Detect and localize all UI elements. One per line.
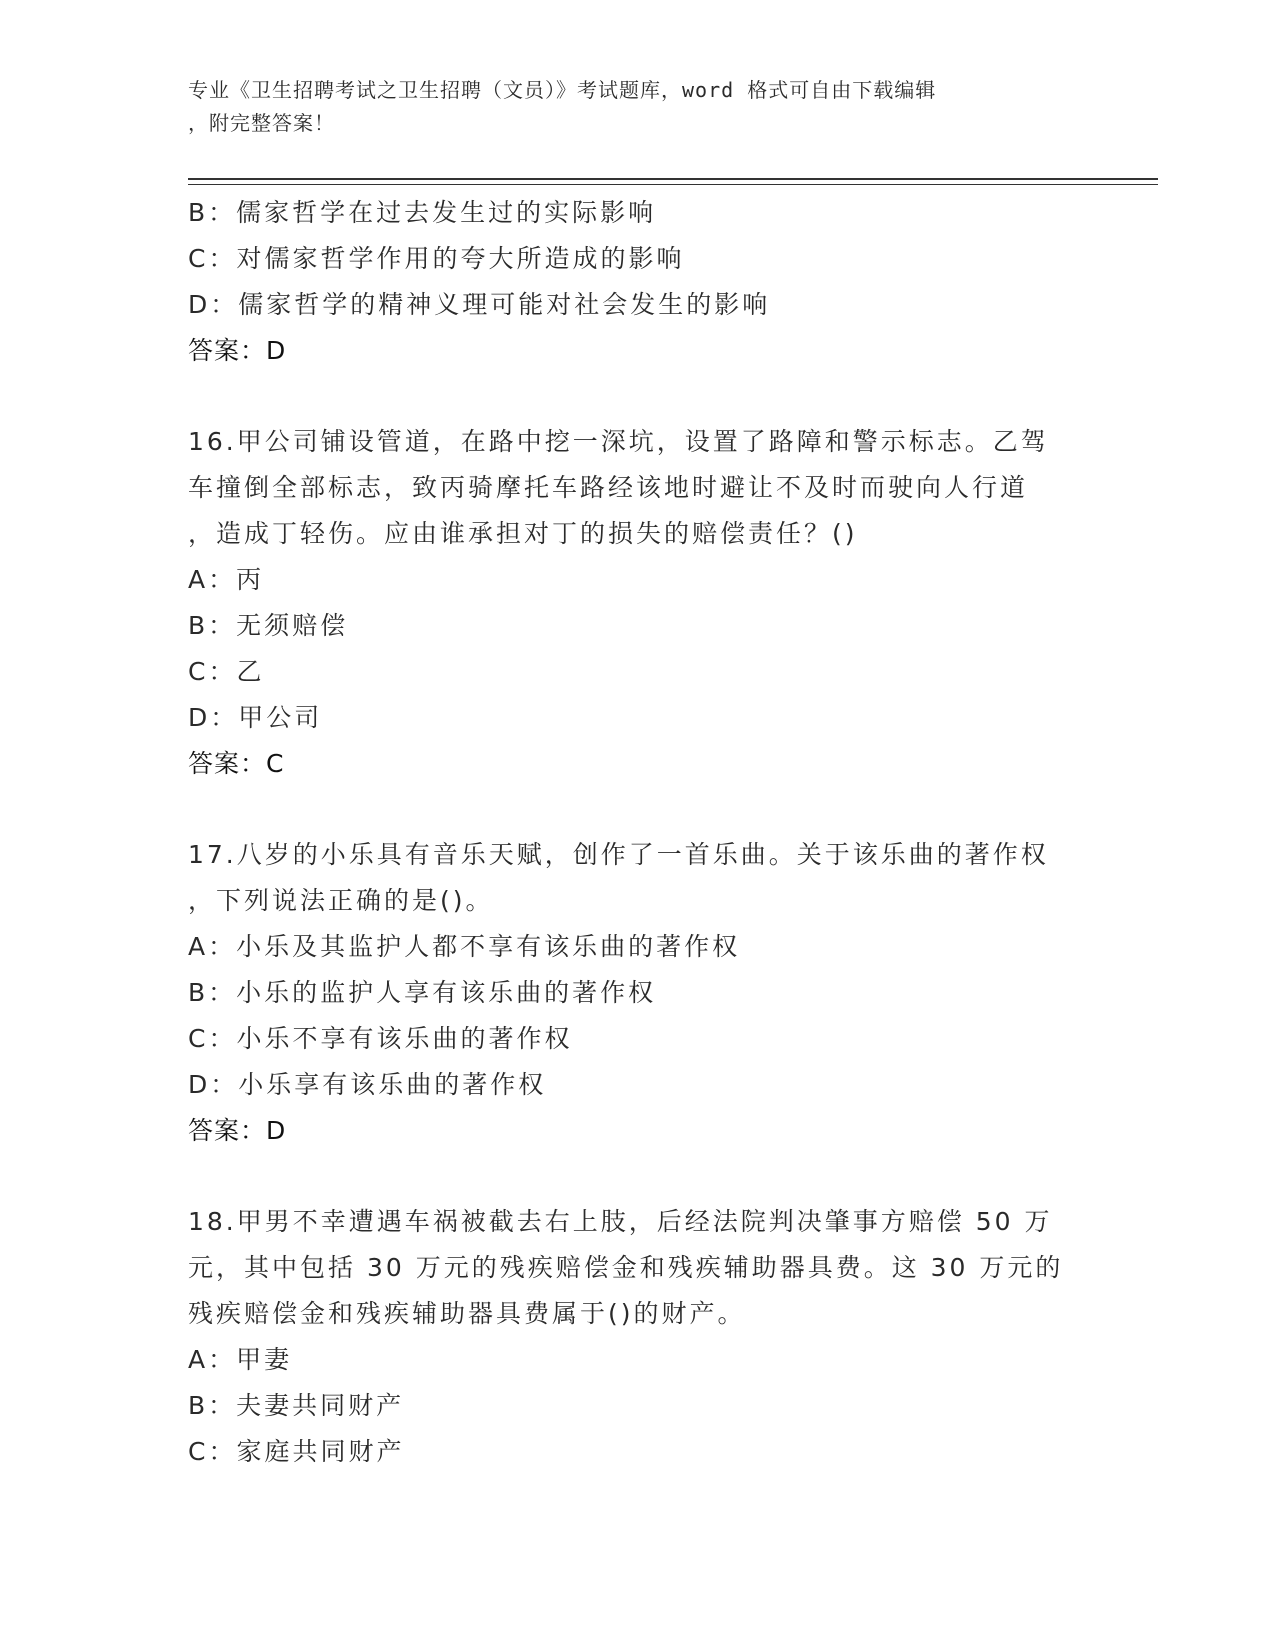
question-stem-line: ，造成丁轻伤。应由谁承担对丁的损失的赔偿责任？() — [188, 519, 858, 548]
question-stem-line: 元，其中包括 30 万元的残疾赔偿金和残疾辅助器具费。这 30 万元的 — [188, 1253, 1064, 1282]
option-a: A：甲妻 — [188, 1345, 293, 1374]
document-header — [188, 74, 1068, 140]
header-rule-thin — [188, 184, 1158, 185]
option-d: D：甲公司 — [188, 703, 323, 732]
option-b: B：无须赔偿 — [188, 611, 349, 640]
question-18-block — [188, 1199, 1088, 1475]
question-15-block — [188, 190, 1088, 374]
option-b: B：夫妻共同财产 — [188, 1391, 405, 1420]
option-b: B：小乐的监护人享有该乐曲的著作权 — [188, 978, 657, 1007]
question-list — [188, 190, 1088, 1475]
header-line-2: ，附完整答案！ — [188, 111, 335, 135]
option-a: A：小乐及其监护人都不享有该乐曲的著作权 — [188, 932, 741, 961]
option-b: B：儒家哲学在过去发生过的实际影响 — [188, 198, 657, 227]
option-c: C：乙 — [188, 657, 265, 686]
question-stem-line: ，下列说法正确的是()。 — [188, 886, 494, 915]
answer-line: 答案：C — [188, 749, 285, 778]
option-c: C：家庭共同财产 — [188, 1437, 405, 1466]
answer-line: 答案：D — [188, 1116, 287, 1145]
option-d: D：儒家哲学的精神义理可能对社会发生的影响 — [188, 290, 771, 319]
answer-line: 答案：D — [188, 336, 287, 365]
option-d: D：小乐享有该乐曲的著作权 — [188, 1070, 547, 1099]
option-a: A：丙 — [188, 565, 265, 594]
option-c: C：对儒家哲学作用的夸大所造成的影响 — [188, 244, 685, 273]
header-rule-thick — [188, 178, 1158, 180]
question-stem-line: 16.甲公司铺设管道，在路中挖一深坑，设置了路障和警示标志。乙驾 — [188, 427, 1049, 456]
header-line-1: 专业《卫生招聘考试之卫生招聘（文员）》考试题库，word 格式可自由下载编辑 — [188, 78, 937, 102]
question-16-block — [188, 419, 1088, 787]
question-stem-line: 17.八岁的小乐具有音乐天赋，创作了一首乐曲。关于该乐曲的著作权 — [188, 840, 1049, 869]
option-c: C：小乐不享有该乐曲的著作权 — [188, 1024, 573, 1053]
question-stem-line: 车撞倒全部标志，致丙骑摩托车路经该地时避让不及时而驶向人行道 — [188, 473, 1029, 502]
question-17-block — [188, 832, 1088, 1154]
question-stem-line: 残疾赔偿金和残疾辅助器具费属于()的财产。 — [188, 1299, 746, 1328]
question-stem-line: 18.甲男不幸遭遇车祸被截去右上肢，后经法院判决肇事方赔偿 50 万 — [188, 1207, 1053, 1236]
